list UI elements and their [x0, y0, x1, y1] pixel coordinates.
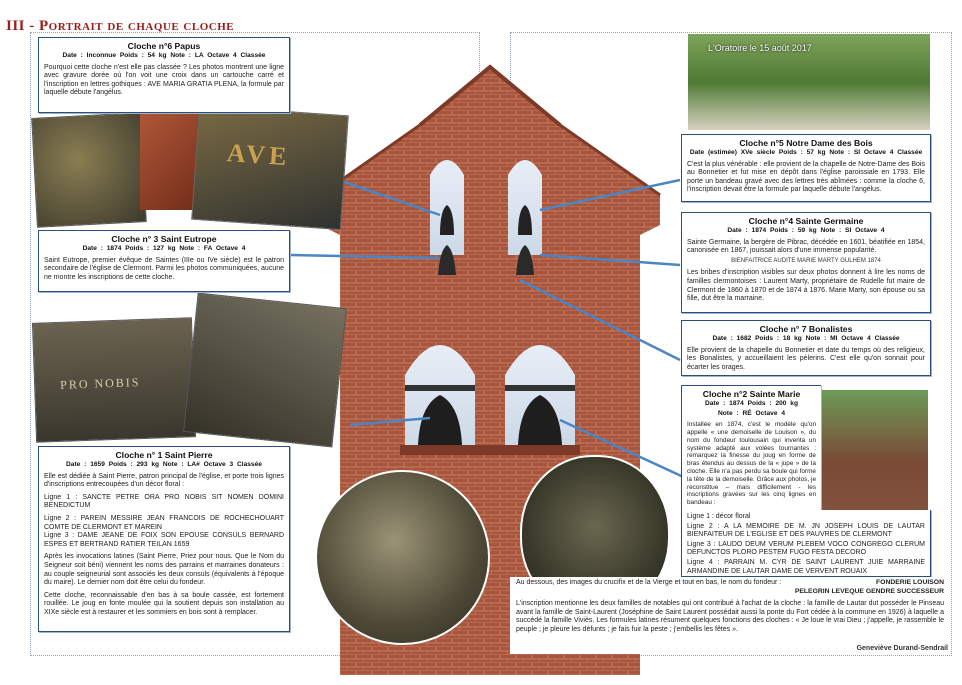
- cloche-text: Cette cloche, reconnaissable d'en bas à sa boule cassée, est fortement rouillée. Le joug en fonte moulée qui la soutient depuis son installation au XIXe siècle est à restaurer et les sommiers en bois sont à remplacer.: [44, 591, 284, 616]
- cloche-bonalistes-box: [681, 320, 931, 376]
- bell-photo-papus-3: [191, 105, 349, 230]
- section-title: III - Portrait de chaque cloche: [6, 18, 235, 34]
- cloche-text: Elle provient de la chapelle du Bonnetier et date du temps où des religieux, les Bonalistes, y accueillaient les pèlerins. C'est elle qu'on sonnait pour écarter les orages.: [687, 346, 925, 371]
- cloche-title: Cloche n°2 Sainte Marie: [702, 389, 801, 399]
- cloche-text: Pourquoi cette cloche n'est elle pas classée ? Les photos montrent une ligne avec gravure dorée où l'on voit une croix dans un cartouche carré et l'inscription en lettres gothiques : AVE MARIA GRATIA PLENA, la formule par laquelle débute l'angélus.: [44, 63, 284, 97]
- inscription-line: Ligne 2 : A LA MEMOIRE DE M. JN JOSEPH LOUIS DE LAUTAR BIENFAITEUR DE L'EGLISE ET DES PAUVRES DE CLERMONT: [687, 522, 925, 539]
- inscription-text: PRO NOBIS: [59, 375, 141, 392]
- cloche-title: Cloche n°5 Notre Dame des Bois: [739, 138, 873, 148]
- caption-strip: [510, 577, 950, 654]
- cloche-pierre-box: [38, 446, 290, 632]
- fonderie-successor: PELEGRIN LEVEQUE GENDRE SUCCESSEUR: [794, 587, 944, 595]
- cloche-meta: Note : RÉ Octave 4: [718, 409, 785, 417]
- fonderie-name: FONDERIE LOUISON: [876, 579, 944, 586]
- inscription-text: AVE: [225, 137, 292, 172]
- bell-photo-pierre-2: [183, 293, 347, 448]
- cloche-meta: Date : 1874 Poids : 127 kg Note : FA Octave 4: [82, 245, 246, 252]
- oratoire-caption: L'Oratoire le 15 août 2017: [708, 43, 812, 53]
- connector-line: [520, 280, 680, 360]
- bell-photo-pierre-1: [32, 317, 196, 443]
- fonderie-block: [795, 579, 944, 596]
- cloche-title: Cloche n° 1 Saint Pierre: [115, 450, 213, 460]
- cloche-text: Elle est dédiée à Saint Pierre, patron principal de l'église, et porte trois lignes d'inscriptions entrecoupées d'un décor floral :: [44, 472, 284, 489]
- connector-line: [540, 255, 680, 265]
- cloche-text: Après les invocations latines (Saint Pierre, Priez pour nous. Que le Nom du Seigneur soit béni) viennent les noms des parrains et marraines donateurs : au couple seigneurial sont associés les deux consuls (équivalents à l'époque du maire). Le dernier nom doit être celui du fondeur.: [44, 553, 284, 587]
- inscription-line: BIENFAITRICE AUDITE MARIE MARTY GULHEM 1874: [731, 257, 881, 264]
- cloche-meta: Date : 1659 Poids : 293 kg Note : LA# Octave 3 Classée: [66, 461, 262, 468]
- cloche-marie-lines: [681, 510, 931, 577]
- author-name: Geneviève Durand-Sendrail: [856, 645, 948, 652]
- connector-line: [290, 255, 440, 258]
- cloche-title: Cloche n°4 Sainte Germaine: [748, 216, 864, 226]
- cloche-text: Les bribes d'inscription visibles sur deux photos donnent à lire les noms de familles clermontoises : Laurent Marty, propriétaire de Rudelle fut maire de Clermont de 1860 à 1870 et de 1874 à 1876. Marie Marty, son épouse ou sa fille, dut être la marraine.: [687, 269, 925, 303]
- cloche-meta: Date (estimée) XVe siècle Poids : 57 kg Note : SI Octave 4 Classée: [689, 149, 923, 156]
- inscription-line: Ligne 3 : LAUDO DEUM VERUM PLEBEM VOCO CONGREGO CLERUM DEFUNCTOS PLORO PESTEM FUGO FESTA DECORO: [687, 540, 925, 557]
- connector-line: [350, 418, 430, 425]
- caption-text: L'inscription mentionne les deux familles de notables qui ont contribué à l'achat de la cloche : la famille de Lautar dut posséder le Pinseau avant la famille de Saint-Laurent (Joséphine de Saint Laurent possédait aussi la ponte du Fort cédée à la commune en 1926) à laquelle a succédé la famille Viviès. Les formules latines résument quelques fonctions des cloches : « Je loue le vrai Dieu ; j'appelle, je rassemble le peuple ; je pleure les défunts ; je fais fuir la peste ; j'embellis les fêtes ».: [516, 600, 944, 633]
- cloche-text: Ligne 1 : SANCTE PETRE ORA PRO NOBIS SIT NOMEN DOMINI BENEDICTUM: [44, 493, 284, 510]
- cloche-title: Cloche n° 7 Bonalistes: [759, 324, 853, 334]
- cloche-eutrope-box: [38, 230, 290, 292]
- connector-line: [540, 180, 680, 210]
- cloche-title: Cloche n°6 Papus: [127, 41, 201, 51]
- cloche-meta: Date : 1682 Poids : 18 kg Note : MI Octave 4 Classée: [712, 335, 900, 342]
- bell-photo-pierre-large: [315, 470, 490, 645]
- inscription-line: Ligne 1 : décor floral: [687, 513, 751, 520]
- cloche-meta: Date : Inconnue Poids : 54 kg Note : LA Octave 4 Classée: [62, 52, 266, 59]
- cloche-meta: Date : 1874 Poids : 59 kg Note : SI Octave 4: [727, 227, 885, 234]
- cloche-germaine-box: [681, 212, 931, 313]
- cloche-text: C'est la plus vénérable : elle provient de la chapelle de Notre-Dame des Bois au Bonnetier et fut mise en dépôt dans l'église paroissiale en 1793. Elle porte un bandeau gravé avec des lettres très abîmées : comme la cloche 6, l'inscription devait être la formule par laquelle débute l'angélus.: [687, 160, 925, 194]
- cloche-text: Saint Eutrope, premier évêque de Saintes (IIIe ou IVe siècle) est le patron secondaire de l'église de Clermont. Parmi les photos communiquées, aucune ne montre les inscriptions de cette cloche.: [44, 256, 284, 281]
- cloche-meta: Date : 1874 Poids : 200 kg: [705, 400, 798, 407]
- cloche-text: Sainte Germaine, la bergère de Pibrac, décédée en 1601, béatifiée en 1854, canonisée en 1867, jouissait alors d'une immense popularité.: [687, 238, 925, 255]
- inscription-line: Ligne 4 : PARRAIN M. CYR DE SAINT LAURENT JUIE MARRAINE ARMANDINE DE LAUTAR DAME DE VERVENT ROUAIX: [687, 558, 925, 575]
- cloche-notredame-box: [681, 134, 931, 202]
- cloche-title: Cloche n° 3 Saint Eutrope: [111, 234, 217, 244]
- cloche-text: Installée en 1874, c'est le modèle qu'on appelle « une demoiselle de Louison », du nom du fondeur toulousain qui inventa un système adapté aux volées tournantes : remarquez la finesse du joug en forme de bras étendus au dessus de la « jupe » de la cloche. Elle n'a pas perdu sa boule qui forme la tête de la demoiselle. Grâce aux photos, je reconstitue – mais difficilement - les inscriptions gravées sur les cinq lignes en bandeau :: [687, 421, 816, 507]
- cloche-text: Ligne 2 : PAREIN MESSIRE JEAN FRANCOIS DE ROCHECHOUART COMTE DE CLERMONT ET MAREIN: [44, 514, 284, 531]
- caption-intro: Au dessous, des images du crucifix et de la Vierge et tout en bas, le nom du fondeur :: [516, 579, 782, 586]
- bell-photo-papus-1: [31, 112, 147, 228]
- cloche-papus-box: [38, 37, 290, 113]
- cloche-text: Ligne 3 : DAME JEANE DE FOIX SON EPOUSE CONSULS BERNARD ESPES ET BERTRAND RATIER TEILAN 1659: [44, 532, 284, 548]
